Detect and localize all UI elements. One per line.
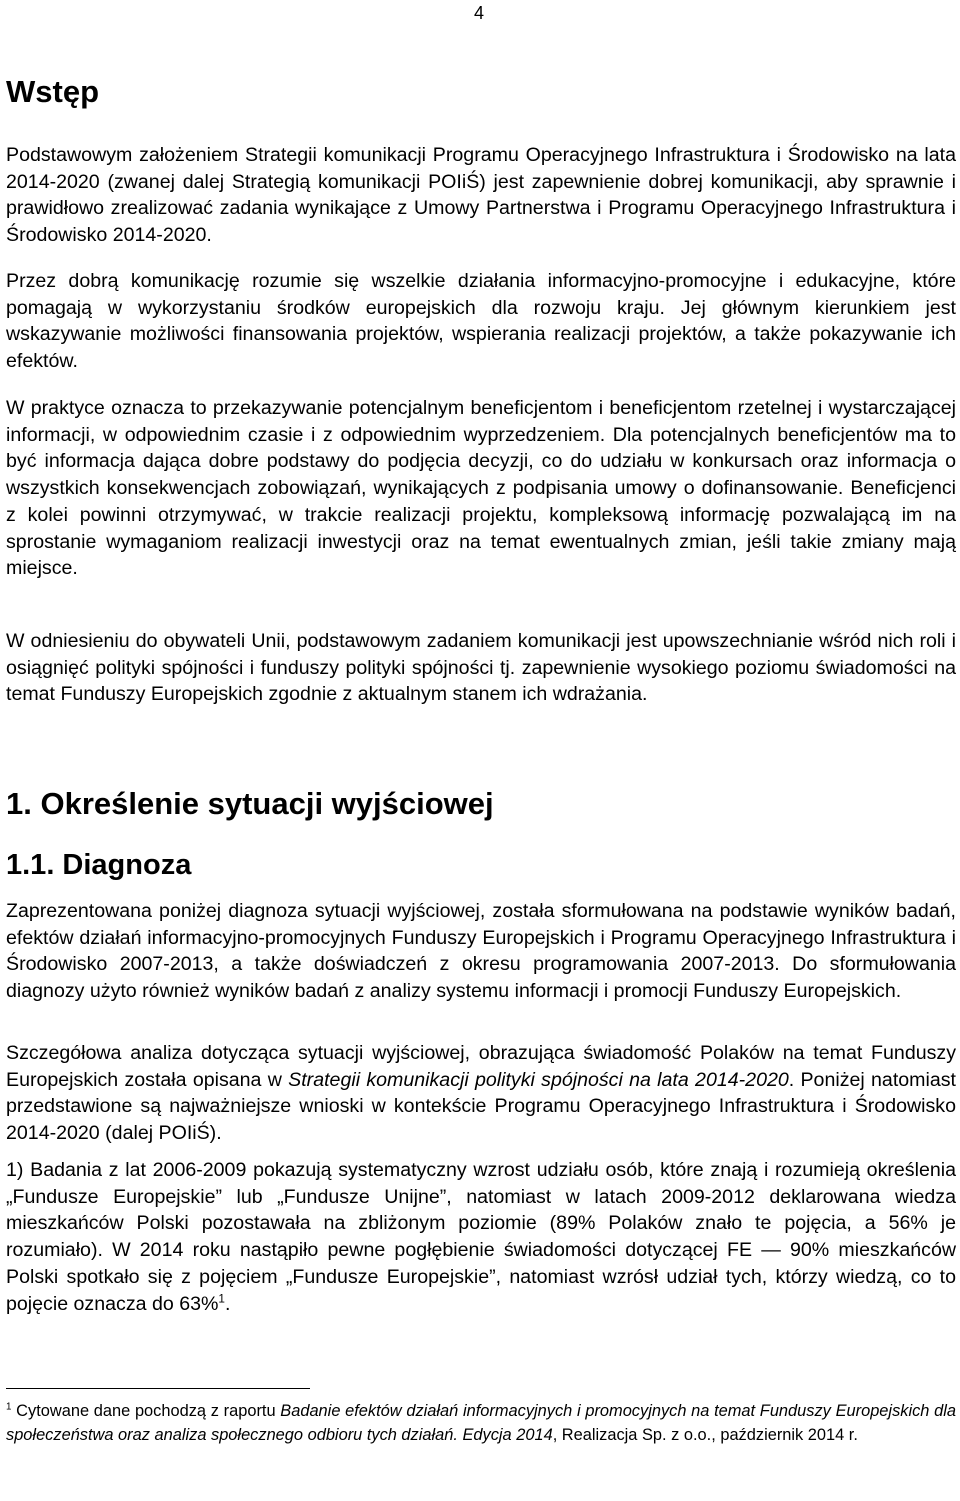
subsection-heading: 1.1. Diagnoza <box>6 849 192 881</box>
intro-heading: Wstęp <box>6 74 99 109</box>
footnote-reference[interactable]: 1 <box>218 1291 225 1305</box>
intro-paragraph-4: W odniesieniu do obywateli Unii, podstawowym zadaniem komunikacji jest upowszechnianie wśród nich roli i osiągnięć polityki spójności i funduszy polityki spójności tj. zapewnienie wysokiego poziomu świadomości na temat Funduszy Europejskich zgodnie z aktualnym stanem ich wdrażania. <box>6 630 956 706</box>
page-number: 4 <box>474 3 485 23</box>
footnote-marker: 1 <box>6 1401 12 1413</box>
footnote-text-start: Cytowane dane pochodzą z raportu <box>11 1402 281 1420</box>
diagnosis-paragraph-3-end: . <box>224 1292 231 1315</box>
diagnosis-paragraph-2 <box>6 1040 956 1147</box>
intro-paragraph-2: Przez dobrą komunikację rozumie się wszelkie działania informacyjno-promocyjne i edukacyjne, które pomagają w wykorzystaniu środków europejskich dla rozwoju kraju. Jej głównym kierunkiem jest wskazywanie możliwości finansowania projektów, wspierania realizacji projektów, a także pokazywanie ich efektów. <box>6 270 956 373</box>
diagnosis-paragraph-2-end: . Poniżej natomiast przedstawione są najważniejsze wnioski w kontekście Programu Operacyjnego Infrastruktura i Środowisko 2014-2020 (dalej POIiŚ). <box>6 1068 956 1145</box>
section-heading: 1. Określenie sytuacji wyjściowej <box>6 786 494 821</box>
strategy-title: Strategii komunikacji polityki spójności na lata 2014-2020 <box>288 1068 789 1091</box>
footnote-divider <box>6 1388 310 1389</box>
diagnosis-paragraph-2-start: Szczegółowa analiza dotycząca sytuacji wyjściowej, obrazująca świadomość Polaków na temat Funduszy Europejskich została opisana w <box>6 1042 956 1091</box>
diagnosis-paragraph-1: Zaprezentowana poniżej diagnoza sytuacji wyjściowej, została sformułowana na podstawie wyników badań, efektów działań informacyjno-promocyjnych Funduszy Europejskich i Programu Operacyjnego Infrastruktura i Środowisko 2007-2013, a także doświadczeń z okresu programowania 2007-2013. Do sformułowania diagnozy użyto również wyników badań z analizy systemu informacji i promocji Funduszy Europejskich. <box>6 900 956 1003</box>
intro-paragraph-1: Podstawowym założeniem Strategii komunikacji Programu Operacyjnego Infrastruktura i Środowisko na lata 2014-2020 (zwanej dalej Strategią komunikacji POIiŚ) jest zapewnienie dobrej komunikacji, aby sprawnie i prawidłowo zrealizować zadania wynikające z Umowy Partnerstwa i Programu Operacyjnego Infrastruktura i Środowisko 2014-2020. <box>6 144 956 247</box>
footnote <box>6 1400 956 1447</box>
intro-paragraph-3: W praktyce oznacza to przekazywanie potencjalnym beneficjentom i beneficjentom rzetelnej i wystarczającej informacji, w odpowiednim czasie i z odpowiednim wyprzedzeniem. Dla potencjalnych beneficjentów ma to być informacja dająca dobre podstawy do podjęcia decyzji, co do udziału w konkursach oraz informacja o wszystkich konsekwencjach zobowiązań, wynikających z podpisania umowy o dofinansowanie. Beneficjenci z kolei powinni otrzymywać, w trakcie realizacji projektu, kompleksową informację pozwalającą im na sprostanie wymaganiom realizacji inwestycji oraz na temat ewentualnych zmian, jeśli takie zmiany mają miejsce. <box>6 397 956 580</box>
diagnosis-paragraph-3 <box>6 1157 956 1317</box>
diagnosis-paragraph-3-text: 1) Badania z lat 2006-2009 pokazują systematyczny wzrost udziału osób, które znają i rozumieją określenia „Fundusze Europejskie” lub „Fundusze Unijne”, natomiast w latach 2009-2012 deklarowana wiedza mieszkańców Polski pozostawała na zbliżonym poziomie (89% Polaków znało te pojęcia, a 56% je rozumiało). W 2014 roku nastąpiło pewne pogłębienie świadomości dotyczącej FE — 90% mieszkańców Polski spotkało się z pojęciem „Fundusze Europejskie”, natomiast wzrósł udział tych, którzy wiedzą, co to pojęcie oznacza do 63% <box>6 1159 956 1315</box>
footnote-text-end: , Realizacja Sp. z o.o., październik 2014 r. <box>552 1425 858 1444</box>
report-title: Badanie efektów działań informacyjnych i promocyjnych na temat Funduszy Europejskich dla społeczeństwa oraz analiza społecznego odbioru tych działań. Edycja 2014 <box>6 1402 956 1444</box>
